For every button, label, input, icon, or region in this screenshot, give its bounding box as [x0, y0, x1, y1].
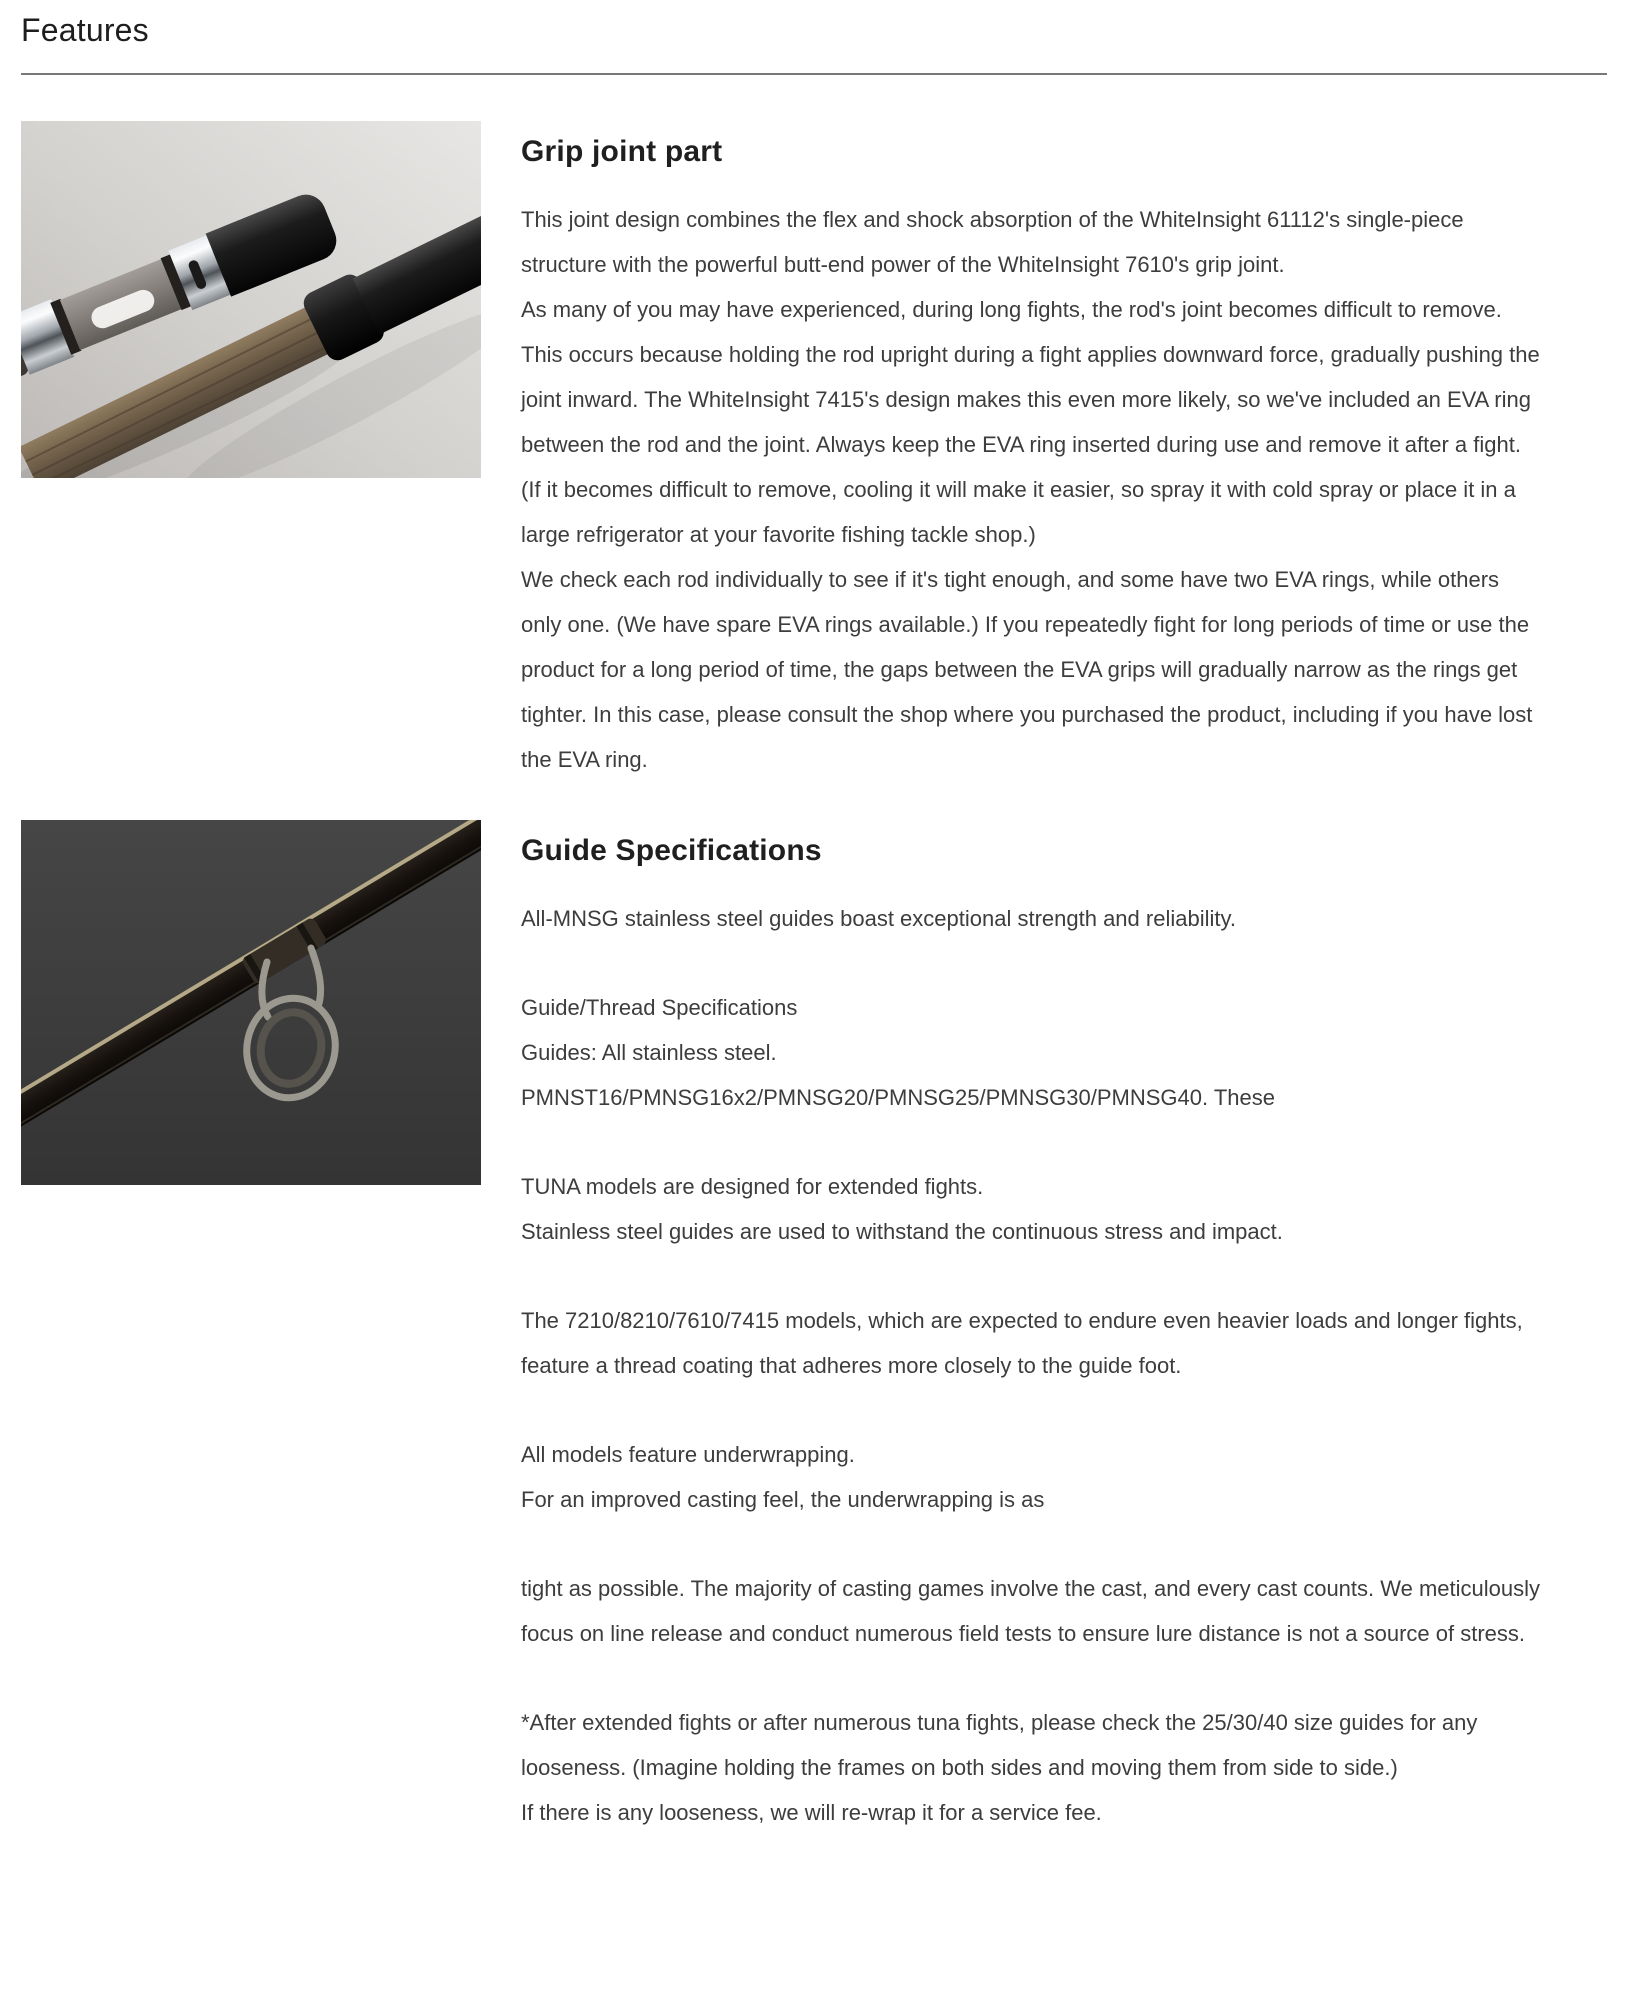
section-heading: Guide Specifications	[521, 834, 822, 867]
paragraph-line: *After extended fights or after numerous tuna fights, please check the 25/30/40 size guides for any looseness. (Imagine holding the frames on both sides and moving them from side to side.)	[521, 1710, 1478, 1780]
guide-specs-content	[521, 820, 1541, 1835]
paragraph-line: Guides: All stainless steel.	[521, 1040, 777, 1065]
paragraph	[521, 197, 1541, 287]
section-guide-specs	[21, 820, 1607, 1835]
section-heading: Grip joint part	[521, 135, 723, 168]
paragraph-line: Guide/Thread Specifications	[521, 995, 798, 1020]
paragraph-line: All models feature underwrapping.	[521, 1442, 855, 1467]
grip-joint-content	[521, 121, 1541, 782]
grip-joint-text	[521, 197, 1541, 782]
paragraph-line: As many of you may have experienced, during long fights, the rod's joint becomes difficult to remove. This occurs because holding the rod upright during a fight applies downward force, gradually pushing the joint inward. The WhiteInsight 7415's design makes this even more likely, so we've included an EVA ring between the rod and the joint. Always keep the EVA ring inserted during use and remove it after a fight. (If it becomes difficult to remove, cooling it will make it easier, so spray it with cold spray or place it in a large refrigerator at your favorite fishing tackle shop.)	[521, 297, 1540, 547]
paragraph	[521, 985, 1541, 1120]
paragraph	[521, 896, 1541, 941]
paragraph-line: PMNST16/PMNSG16x2/PMNSG20/PMNSG25/PMNSG30/PMNSG40. These	[521, 1085, 1275, 1110]
rod-guide-closeup-photo	[21, 820, 481, 1185]
paragraph-line: This joint design combines the flex and shock absorption of the WhiteInsight 61112's single-piece structure with the powerful butt-end power of the WhiteInsight 7610's grip joint.	[521, 207, 1464, 277]
paragraph	[521, 1298, 1541, 1388]
grip-joint-rods-photo	[21, 121, 481, 478]
paragraph	[521, 1432, 1541, 1522]
title-divider	[21, 73, 1607, 75]
guide-specs-text	[521, 896, 1541, 1835]
paragraph	[521, 1566, 1541, 1656]
paragraph	[521, 287, 1541, 557]
grip-joint-photo-svg	[21, 121, 481, 478]
paragraph	[521, 557, 1541, 782]
paragraph-line: tight as possible. The majority of casting games involve the cast, and every cast counts. We meticulously focus on line release and conduct numerous field tests to ensure lure distance is not a source of stress.	[521, 1576, 1541, 1646]
paragraph-line: We check each rod individually to see if it's tight enough, and some have two EVA rings, while others only one. (We have spare EVA rings available.) If you repeatedly fight for long periods of time or use the product for a long period of time, the gaps between the EVA grips will gradually narrow as the rings get tighter. In this case, please consult the shop where you purchased the product, including if you have lost the EVA ring.	[521, 567, 1533, 772]
paragraph-line: The 7210/8210/7610/7415 models, which are expected to endure even heavier loads and longer fights, feature a thread coating that adheres more closely to the guide foot.	[521, 1308, 1523, 1378]
paragraph-line: Stainless steel guides are used to withstand the continuous stress and impact.	[521, 1219, 1283, 1244]
page-title: Features	[21, 12, 149, 48]
paragraph	[521, 1700, 1541, 1835]
paragraph	[521, 1164, 1541, 1254]
paragraph-line: TUNA models are designed for extended fights.	[521, 1174, 984, 1199]
paragraph-line: If there is any looseness, we will re-wrap it for a service fee.	[521, 1800, 1102, 1825]
section-grip-joint	[21, 121, 1607, 782]
paragraph-line: All-MNSG stainless steel guides boast exceptional strength and reliability.	[521, 906, 1236, 931]
rod-guide-photo-svg	[21, 820, 481, 1185]
paragraph-line: For an improved casting feel, the underwrapping is as	[521, 1487, 1045, 1512]
